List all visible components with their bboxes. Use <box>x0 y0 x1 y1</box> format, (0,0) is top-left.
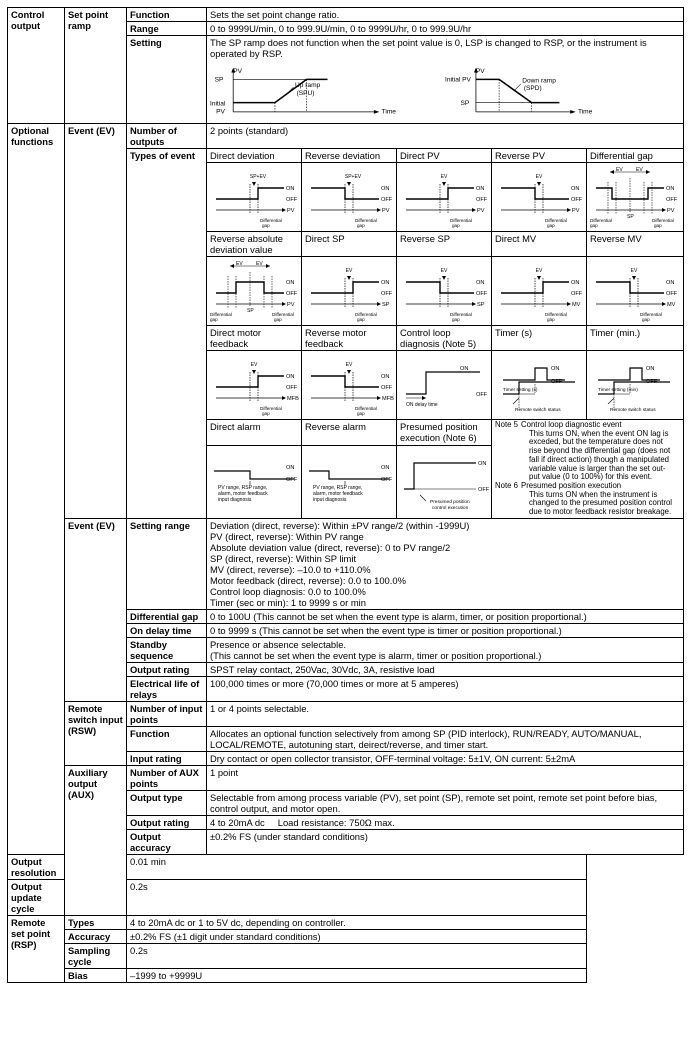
on-label: ON <box>551 366 560 372</box>
event-diagram-cell <box>492 257 587 326</box>
presumed-label: Presumed position <box>430 500 470 506</box>
differential-label: Differential <box>260 218 282 223</box>
x-axis-label: SP <box>382 302 390 308</box>
direct-deviation-diagram <box>210 166 302 228</box>
down-ramp-time: Time <box>577 108 593 116</box>
gap-label: gap <box>590 223 598 228</box>
row-value: ±0.2% FS (±1 digit under standard conditions) <box>127 929 587 943</box>
off-label: OFF <box>478 487 490 494</box>
row-label: Types <box>65 915 127 929</box>
on-label: ON <box>646 366 655 372</box>
event-diagram-cell <box>397 351 492 420</box>
direct-sp-diagram <box>305 260 397 322</box>
off-label: OFF <box>381 197 393 203</box>
differential-label: Differential <box>355 312 377 317</box>
row-value: Selectable from among process variable (PV), set point (SP), remote set point, remote set point before bias, control output, and motor open. <box>207 790 684 815</box>
on-label: ON <box>286 186 295 192</box>
differential-label: Differential <box>652 218 674 223</box>
off-label: OFF <box>286 477 298 484</box>
row-value: 4 to 20mA dc or 1 to 5V dc, depending on controller. <box>127 915 587 929</box>
gap-label: gap <box>210 317 218 322</box>
event-type-name: Reverse motor feedback <box>302 326 397 351</box>
on-label: ON <box>571 280 580 286</box>
row-label: Differential gap <box>127 609 207 623</box>
off-label: OFF <box>381 291 393 297</box>
sp-label: SP <box>627 214 634 220</box>
differential-label: Differential <box>640 312 662 317</box>
on-label: ON <box>286 374 295 380</box>
event-diagram-cell <box>207 351 302 420</box>
x-axis-label: PV <box>572 208 580 214</box>
event-diagram-cell <box>397 446 492 519</box>
ramp-diagrams <box>210 60 680 122</box>
reverse-alarm-diagram <box>305 449 397 511</box>
differential-label: Differential <box>545 312 567 317</box>
up-ramp-time: Time <box>381 108 396 116</box>
on-label: ON <box>286 465 295 472</box>
on-label: ON <box>286 280 295 286</box>
down-ramp-initial: Initial PV <box>445 76 471 84</box>
on-label: ON <box>476 186 485 192</box>
row-label: Number of input points <box>127 701 207 726</box>
off-label: OFF <box>286 385 298 391</box>
differential-label: Differential <box>355 218 377 223</box>
event-type-name: Timer (s) <box>492 326 587 351</box>
group-remote-set-point: Remote set point (RSP) <box>8 915 65 982</box>
ev-label: EV <box>636 167 643 173</box>
x-axis-label: MFB <box>382 396 394 402</box>
row-value: 0.2s <box>127 879 587 915</box>
event-type-name: Direct motor feedback <box>207 326 302 351</box>
gap-label: gap <box>452 223 460 228</box>
on-label: ON <box>381 374 390 380</box>
note-6 <box>495 482 680 517</box>
row-label: Bias <box>65 968 127 982</box>
alarm-label: PV range, RSP range, <box>313 485 363 492</box>
off-label: OFF <box>381 477 393 484</box>
event-diagram-cell <box>302 257 397 326</box>
event-diagram-cell <box>207 257 302 326</box>
timer-setting-label: Timer setting (s) <box>503 388 538 393</box>
note-5 <box>495 421 680 482</box>
gap-label: gap <box>357 317 365 322</box>
x-axis-label: SP <box>477 302 485 308</box>
row-label-number-of-outputs: Number of outputs <box>127 124 207 149</box>
row-label: Number of AUX points <box>127 765 207 790</box>
event-type-name: Reverse SP <box>397 232 492 257</box>
row-label: Output accuracy <box>127 829 207 854</box>
event-type-name: Timer (min.) <box>587 326 684 351</box>
event-diagram-cell <box>302 163 397 232</box>
event-diagram-cell <box>492 351 587 420</box>
note-5-label: Note 5 <box>495 420 518 429</box>
row-label-setting: Setting <box>127 36 207 124</box>
up-ramp-initial: Initial <box>210 100 226 108</box>
off-label: OFF <box>286 291 298 297</box>
up-ramp-label: Up ramp <box>295 82 321 90</box>
setting-text: The SP ramp does not function when the set point value is 0, LSP is changed to RSP, or the instrument is operated by RSP. <box>210 37 647 59</box>
on-label: ON <box>666 186 675 192</box>
ev-label: EV <box>440 174 448 180</box>
category-optional-functions: Optional functions <box>8 124 65 855</box>
row-label: Function <box>127 726 207 751</box>
reverse-mv-diagram <box>590 260 682 322</box>
row-value: 1 or 4 points selectable. <box>207 701 684 726</box>
on-label: ON <box>460 366 469 372</box>
row-value: ±0.2% FS (under standard conditions) <box>207 829 684 854</box>
event-diagram-cell <box>587 351 684 420</box>
ev-label: EV <box>236 261 243 267</box>
note-6-title: Presumed position execution <box>521 481 622 491</box>
gap-label: gap <box>547 317 555 322</box>
row-value: Deviation (direct, reverse): Within ±PV range/2 (within -1999U) PV (direct, reverse): Within PV range Absolute deviation value (direct, reverse): 0 to PV range/2 SP (direct, reverse): Within SP limit MV (direct, reverse): –10.0 to +110.0% Motor feedback (direct, reverse): 0.0 to 100.0% Control loop diagnosis: 0.0 to 100.0% Timer (sec or min): 1 to 9999 s or min <box>207 518 684 609</box>
note-5-body: This turns ON, when the event ON lag is exceded, but the temperature does not rise beyond the differential gap (does not fall if direct action) though a manipulated variable value is larger than the set out- put value (0 to 100%) for this event. <box>529 428 671 482</box>
row-value: 0 to 100U (This cannot be set when the event type is alarm, timer, or position proportional.) <box>207 609 684 623</box>
event-diagram-cell <box>587 163 684 232</box>
ev-label: EV <box>440 268 448 274</box>
alarm-label: alarm, motor feedback <box>218 491 268 498</box>
off-label: OFF <box>381 385 393 391</box>
presumed-position-diagram <box>400 449 492 511</box>
sp-ev-label: SP+EV <box>249 174 267 180</box>
row-label: Output update cycle <box>8 879 65 915</box>
on-label: ON <box>381 465 390 472</box>
group-auxiliary-output: Auxiliary output (AUX) <box>65 765 127 915</box>
event-diagram-cell <box>397 257 492 326</box>
row-label: Output rating <box>127 815 207 829</box>
off-label: OFF <box>571 197 583 203</box>
reverse-sp-diagram <box>400 260 492 322</box>
group-remote-switch-input: Remote switch input (RSW) <box>65 701 127 765</box>
row-value: Presence or absence selectable. (This cannot be set when the event type is alarm, timer or position proportional.) <box>207 637 684 662</box>
x-axis-label: MFB <box>287 396 299 402</box>
category-control-output: Control output <box>8 8 65 124</box>
event-diagram-cell <box>492 163 587 232</box>
specification-table <box>7 7 684 983</box>
on-label: ON <box>476 280 485 286</box>
event-type-name: Direct deviation <box>207 149 302 163</box>
row-label: Standby sequence <box>127 637 207 662</box>
reverse-absolute-deviation-diagram <box>210 260 302 322</box>
event-type-name: Reverse absolute deviation value <box>207 232 302 257</box>
direct-alarm-diagram <box>210 449 302 511</box>
x-axis-label: PV <box>287 208 295 214</box>
up-ramp-diagram <box>210 60 445 122</box>
down-ramp-code: (SPD) <box>523 85 542 93</box>
on-label: ON <box>478 461 487 468</box>
row-value-setting <box>207 36 684 124</box>
event-diagram-cell <box>587 257 684 326</box>
ev-label: EV <box>345 362 353 368</box>
timer-min-diagram <box>590 354 682 416</box>
reverse-deviation-diagram <box>305 166 397 228</box>
off-label: OFF <box>551 379 563 385</box>
off-label: OFF <box>476 291 488 297</box>
off-label: OFF <box>476 197 488 203</box>
row-label: Input rating <box>127 751 207 765</box>
differential-label: Differential <box>450 218 472 223</box>
on-delay-label: ON delay time <box>406 402 438 408</box>
off-label: OFF <box>666 197 678 203</box>
event-type-name: Presumed position execution (Note 6) <box>397 420 492 446</box>
x-axis-label: PV <box>477 208 485 214</box>
event-type-name: Reverse deviation <box>302 149 397 163</box>
ev-label: EV <box>616 167 623 173</box>
row-value: –1999 to +9999U <box>127 968 587 982</box>
event-type-name: Direct MV <box>492 232 587 257</box>
ev-label: EV <box>535 268 543 274</box>
on-label: ON <box>381 280 390 286</box>
row-label-range: Range <box>127 22 207 36</box>
row-label: Accuracy <box>65 929 127 943</box>
event-type-name: Reverse MV <box>587 232 684 257</box>
alarm-label: input diagnosis <box>218 497 252 504</box>
remote-switch-label: Remote switch status <box>610 408 656 413</box>
x-axis-label: MV <box>572 302 581 308</box>
x-axis-label: MV <box>667 302 676 308</box>
control-loop-diagnosis-diagram <box>400 354 492 416</box>
row-label-types-of-event: Types of event <box>127 149 207 519</box>
event-type-name: Reverse PV <box>492 149 587 163</box>
row-label: Sampling cycle <box>65 943 127 968</box>
event-diagram-cell <box>302 446 397 519</box>
ev-label: EV <box>345 268 353 274</box>
on-label: ON <box>666 280 675 286</box>
direct-mv-diagram <box>495 260 587 322</box>
gap-label: gap <box>262 223 270 228</box>
differential-label: Differential <box>450 312 472 317</box>
off-label: OFF <box>571 291 583 297</box>
note-6-label: Note 6 <box>495 481 518 491</box>
event-type-name: Control loop diagnosis (Note 5) <box>397 326 492 351</box>
down-ramp-diagram <box>445 60 680 122</box>
down-ramp-sp: SP <box>460 99 470 107</box>
up-ramp-sp: SP <box>214 76 224 84</box>
direct-motor-feedback-diagram <box>210 354 302 416</box>
differential-gap-diagram <box>590 166 682 228</box>
alarm-label: PV range, RSP range, <box>218 485 268 492</box>
row-label-function: Function <box>127 8 207 22</box>
event-type-name: Direct PV <box>397 149 492 163</box>
row-label: Electrical life of relays <box>127 676 207 701</box>
row-label: Output type <box>127 790 207 815</box>
presumed-label: control execution <box>432 506 469 512</box>
off-label: OFF <box>666 291 678 297</box>
down-ramp-label: Down ramp <box>522 77 556 85</box>
row-value: Allocates an optional function selectively from among SP (PID interlock), RUN/READY, AUTO/MANUAL, LOCAL/REMOTE, autotuning start, deirect/reverse, and timer start. <box>207 726 684 751</box>
ev-label: EV <box>256 261 263 267</box>
row-value-function: Sets the set point change ratio. <box>207 8 684 22</box>
sp-ev-label: SP+EV <box>344 174 362 180</box>
row-value: SPST relay contact, 250Vac, 30Vdc, 3A, resistive load <box>207 662 684 676</box>
x-axis-label: PV <box>382 208 390 214</box>
differential-label: Differential <box>272 312 294 317</box>
row-value: Dry contact or open collector transistor, OFF-terminal voltage: 5±1V, ON current: 5±2mA <box>207 751 684 765</box>
row-label: On delay time <box>127 623 207 637</box>
sp-label: SP <box>247 308 254 314</box>
group-event-settings: Event (EV) <box>65 518 127 701</box>
off-label: OFF <box>476 392 488 398</box>
reverse-motor-feedback-diagram <box>305 354 397 416</box>
gap-label: gap <box>452 317 460 322</box>
ev-label: EV <box>535 174 543 180</box>
x-axis-label: PV <box>287 302 295 308</box>
row-value: 0.01 min <box>127 854 587 879</box>
alarm-label: alarm, motor feedback <box>313 491 363 498</box>
down-ramp-axis-y: PV <box>475 68 485 76</box>
gap-label: gap <box>357 411 365 416</box>
ev-label: EV <box>250 362 258 368</box>
event-diagram-cell <box>302 351 397 420</box>
event-diagram-cell <box>397 163 492 232</box>
up-ramp-axis-y: PV <box>233 68 242 76</box>
event-type-name: Direct SP <box>302 232 397 257</box>
gap-label: gap <box>654 223 662 228</box>
direct-pv-diagram <box>400 166 492 228</box>
timer-setting-label: Timer setting (min) <box>598 388 638 393</box>
differential-label: Differential <box>210 312 232 317</box>
row-value-range: 0 to 9999U/min, 0 to 999.9U/min, 0 to 9999U/hr, 0 to 999.9U/hr <box>207 22 684 36</box>
on-label: ON <box>381 186 390 192</box>
reverse-pv-diagram <box>495 166 587 228</box>
alarm-label: input diagnosis <box>313 497 347 504</box>
differential-label: Differential <box>260 406 282 411</box>
gap-label: gap <box>547 223 555 228</box>
event-notes <box>492 420 684 519</box>
row-value: 4 to 20mA dc Load resistance: 750Ω max. <box>207 815 684 829</box>
differential-label: Differential <box>590 218 612 223</box>
timer-s-diagram <box>495 354 587 416</box>
gap-label: gap <box>274 317 282 322</box>
on-label: ON <box>571 186 580 192</box>
group-set-point-ramp: Set point ramp <box>65 8 127 124</box>
row-label: Output rating <box>127 662 207 676</box>
row-value: 100,000 times or more (70,000 times or more at 5 amperes) <box>207 676 684 701</box>
differential-label: Differential <box>355 406 377 411</box>
row-value: 0 to 9999 s (This cannot be set when the event type is timer or position proportional.) <box>207 623 684 637</box>
group-event: Event (EV) <box>65 124 127 519</box>
event-diagram-cell <box>207 446 302 519</box>
remote-switch-label: Remote switch status <box>515 408 561 413</box>
row-label: Output resolution <box>8 854 65 879</box>
event-type-name: Direct alarm <box>207 420 302 446</box>
event-type-name: Differential gap <box>587 149 684 163</box>
off-label: OFF <box>646 379 658 385</box>
up-ramp-initial-pv: PV <box>216 108 225 116</box>
row-label: Setting range <box>127 518 207 609</box>
x-axis-label: PV <box>667 208 675 214</box>
row-value: 1 point <box>207 765 684 790</box>
event-diagram-cell <box>207 163 302 232</box>
note-6-body: This turns ON when the instrument is changed to the presumed position control due to motor feedback resistor breakage. <box>529 489 673 517</box>
differential-label: Differential <box>545 218 567 223</box>
note-5-title: Control loop diagnostic event <box>521 420 622 429</box>
row-value: 0.2s <box>127 943 587 968</box>
up-ramp-code: (SPU) <box>296 89 315 97</box>
ev-label: EV <box>630 268 638 274</box>
event-type-name: Reverse alarm <box>302 420 397 446</box>
gap-label: gap <box>262 411 270 416</box>
off-label: OFF <box>286 197 298 203</box>
gap-label: gap <box>642 317 650 322</box>
row-value-number-of-outputs: 2 points (standard) <box>207 124 684 149</box>
gap-label: gap <box>357 223 365 228</box>
